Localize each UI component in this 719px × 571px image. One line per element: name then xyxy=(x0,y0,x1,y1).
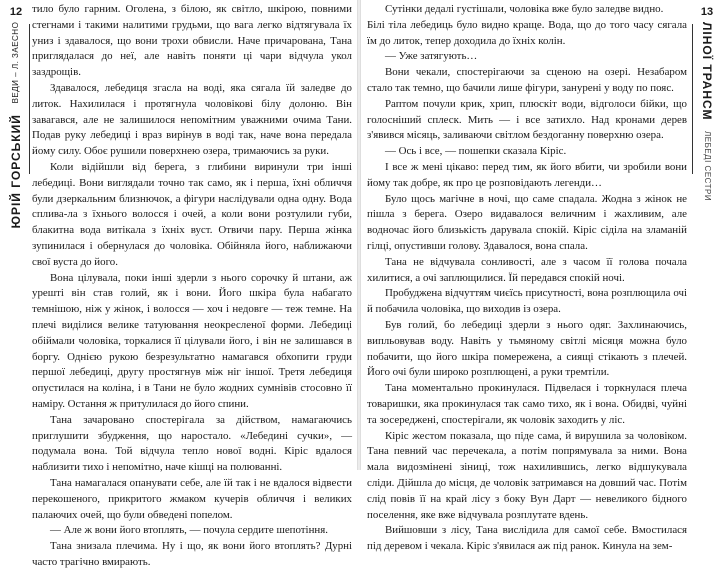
paragraph: Тана зачаровано спостерігала за дійством, намагаючись приглушити збудження, що наростало. «Лебедині сучки», — подумала вона. Той відчула тепло нової водні. Кірiс вдалося наблизити тихо і непомітно, наче кішці на полюванні. xyxy=(32,413,352,474)
right-running-head xyxy=(695,6,719,446)
paragraph: Тана намагалася опанувати себе, але їй так і не вдалося відвести перекошеного, прикритого жмаком кучерів обличчя і великих палаючих очей, що були обведені попелом. xyxy=(32,476,352,521)
left-text-column xyxy=(32,2,352,571)
paragraph: Здавалося, лебедиця згасла на воді, яка сягала їй заледве до литок. Нахилилася і протягнула чоловікові білу долоню. Він завагався, але не залишилося непомітним уважними очима Тани. Подав руку лебедиці і враз вирінув в воді так, наче вона передала йому силу. Обоє рушили поверхнею озера, тримаючись за руки. xyxy=(32,81,352,158)
paragraph: Вона цілувала, поки інші здерли з нього сорочку й штани, аж урешті він став голий, як і вони. Його шкіра була набагато темнішою, ніж у жінок, і волосся — хоч і недовге — теж темне. На плечі виділися велике татуювання неокресленої форми. Лебедиці обіймали чоловіка, торкалися її цілували його, і він не залишався в боргу. Однією рукою безрезультатно намагався обхопити груди першої лебедиці, другу простягнув між ніг іншої. Третя лебедиця опустилася на коліна, і в Тани не було жодних сумнівів стосовно її наміру. Остання ж притулилася до його спини. xyxy=(32,271,352,410)
right-page xyxy=(361,0,719,553)
left-header-rule xyxy=(29,24,30,174)
right-text-column xyxy=(367,2,687,555)
paragraph: Коли відійшли від берега, з глибини виринули три інші лебедиці. Вони виглядали точно так само, як і перша, їхні обличчя були дзеркальним близнючок, а фігури наслідували одна одну. Вода сплива-ла з їхнього волосся і очей, а коли вони розтулили губи, блакитна вода витікала з їхніх вуст. Отвичи пару. Перша жінка зупинилася і обернулася до чоловіка. Обійняла його, наближаючи свої вуста до його. xyxy=(32,160,352,268)
page-number-left: 12 xyxy=(9,6,23,18)
paragraph: Був голий, бо лебедиці здерли з нього одяг. Захлинаючись, випльовував воду. Навіть у тьмяному світлі місяця можна було побачити, що його шкіра помережена, а сиящі стікають з плечей. Його очі були широко розплющені, а руки тремтіли. xyxy=(367,318,687,379)
paragraph: — Але ж вони його втоплять, — почула сердите шепотіння. xyxy=(50,524,328,537)
vertical-header-right xyxy=(698,22,716,201)
paragraph: — Ось і все, — пошепки сказала Кірiс. xyxy=(385,145,567,158)
paragraph: Кірiс жестом показала, що піде сама, й вирушила за чоловіком. Тана певний час перечекала, а потім попрямувала за ними. Вона мала видозмінені зіниці, тож нахилившись, легко відшукувала сліди. Дійшла до місця, де чоловік затримався на довший час. Потім слід повів її на край лісу з боку Вун Дарт — невеликого бідного поселення, яке вже відчувала розплутате вдень. xyxy=(367,429,687,521)
paragraph: Вони чекали, спостерігаючи за сценою на озері. Незабаром стало так темно, що бачили лише фігури, занурені у воду по пояс. xyxy=(367,66,687,94)
paragraph: Білі тіла лебедиць було видно краще. Вода, що до того часу сягала їм до литок, тепер доходила до їхніх колін. xyxy=(367,18,687,47)
vertical-header-left xyxy=(7,22,25,228)
paragraph: Пробуджена відчуттям чиєїсь присутності, вона розплющила очі й побачила чоловіка, що виходив із озера. xyxy=(367,287,687,316)
running-author: ЮРІЙ ГОРСЬКИЙ xyxy=(9,114,23,229)
running-title: ЛІНОЇ ТРАНСМ xyxy=(700,22,714,121)
paragraph: І все ж мені цікаво: перед тим, як його вбити, чи зробили вони йому так добре, як про це розповідають легенди… xyxy=(367,160,687,189)
paragraph: Тана моментально прокинулася. Підвелася і торкнулася плеча товаришки, яка прокинулася так само тихо, як і вона. Обидві, чуйні та зосереджені, спостерігали, як чоловік заходить у ліс. xyxy=(367,382,687,426)
running-book: ВЕДИ – Л. ЗАЕСНО xyxy=(11,22,20,104)
paragraph: Було щось магічне в ночі, що саме спадала. Жодна з жінок не пішла з берега. Озеро видавалося величним і жахливим, але водночас його близькість дарувала спокій. Кірiс сіділа на зламаній гілці, опустивши голову. Здавалося, вона спала. xyxy=(367,192,687,252)
paragraph: тило було гарним. Оголена, з білою, як світло, шкірою, повними стегнами і такими налитими грудьми, що вага легко відтягувала їх униз і здавалося, що вони трохи обвисли. Наче причарована, Тана приглядалася до неї, але навіть поняти ці чари відчула укол заздрощів. xyxy=(32,3,352,79)
page-number-right: 13 xyxy=(700,6,714,18)
right-header-rule xyxy=(692,24,693,174)
paragraph: Раптом почули крик, хрип, плюскіт води, відголоси бійки, що голосніший сплеск. Мить — і все затихло. Над кронами дерев з'явився місяць, заливаючи світлом бездоганну поверхню озера. xyxy=(367,97,687,142)
left-running-head xyxy=(4,6,28,446)
paragraph: — Уже затягують… xyxy=(385,50,478,63)
paragraph: Вийшовши з лісу, Тана вислідила для самої себе. Вмостилася під деревом і чекала. Кірiс з'явилася аж під ранок. Кинула на зем- xyxy=(367,524,687,553)
running-chapter: ЛЕБЕДІ СЕСТРИ xyxy=(703,130,712,202)
paragraph: Сутінки дедалі густішали, чоловіка вже було заледве видно. xyxy=(385,3,664,15)
left-page xyxy=(0,0,357,568)
paragraph: Тана не відчувала сонливості, але з часом її голова почала хилитися, а очі заплющилися. Їй передався спокій ночі. xyxy=(367,255,687,284)
paragraph: Тана знизала плечима. Ну і що, як вони його втоплять? Дурні часто трагічно вмирають. xyxy=(32,540,352,568)
